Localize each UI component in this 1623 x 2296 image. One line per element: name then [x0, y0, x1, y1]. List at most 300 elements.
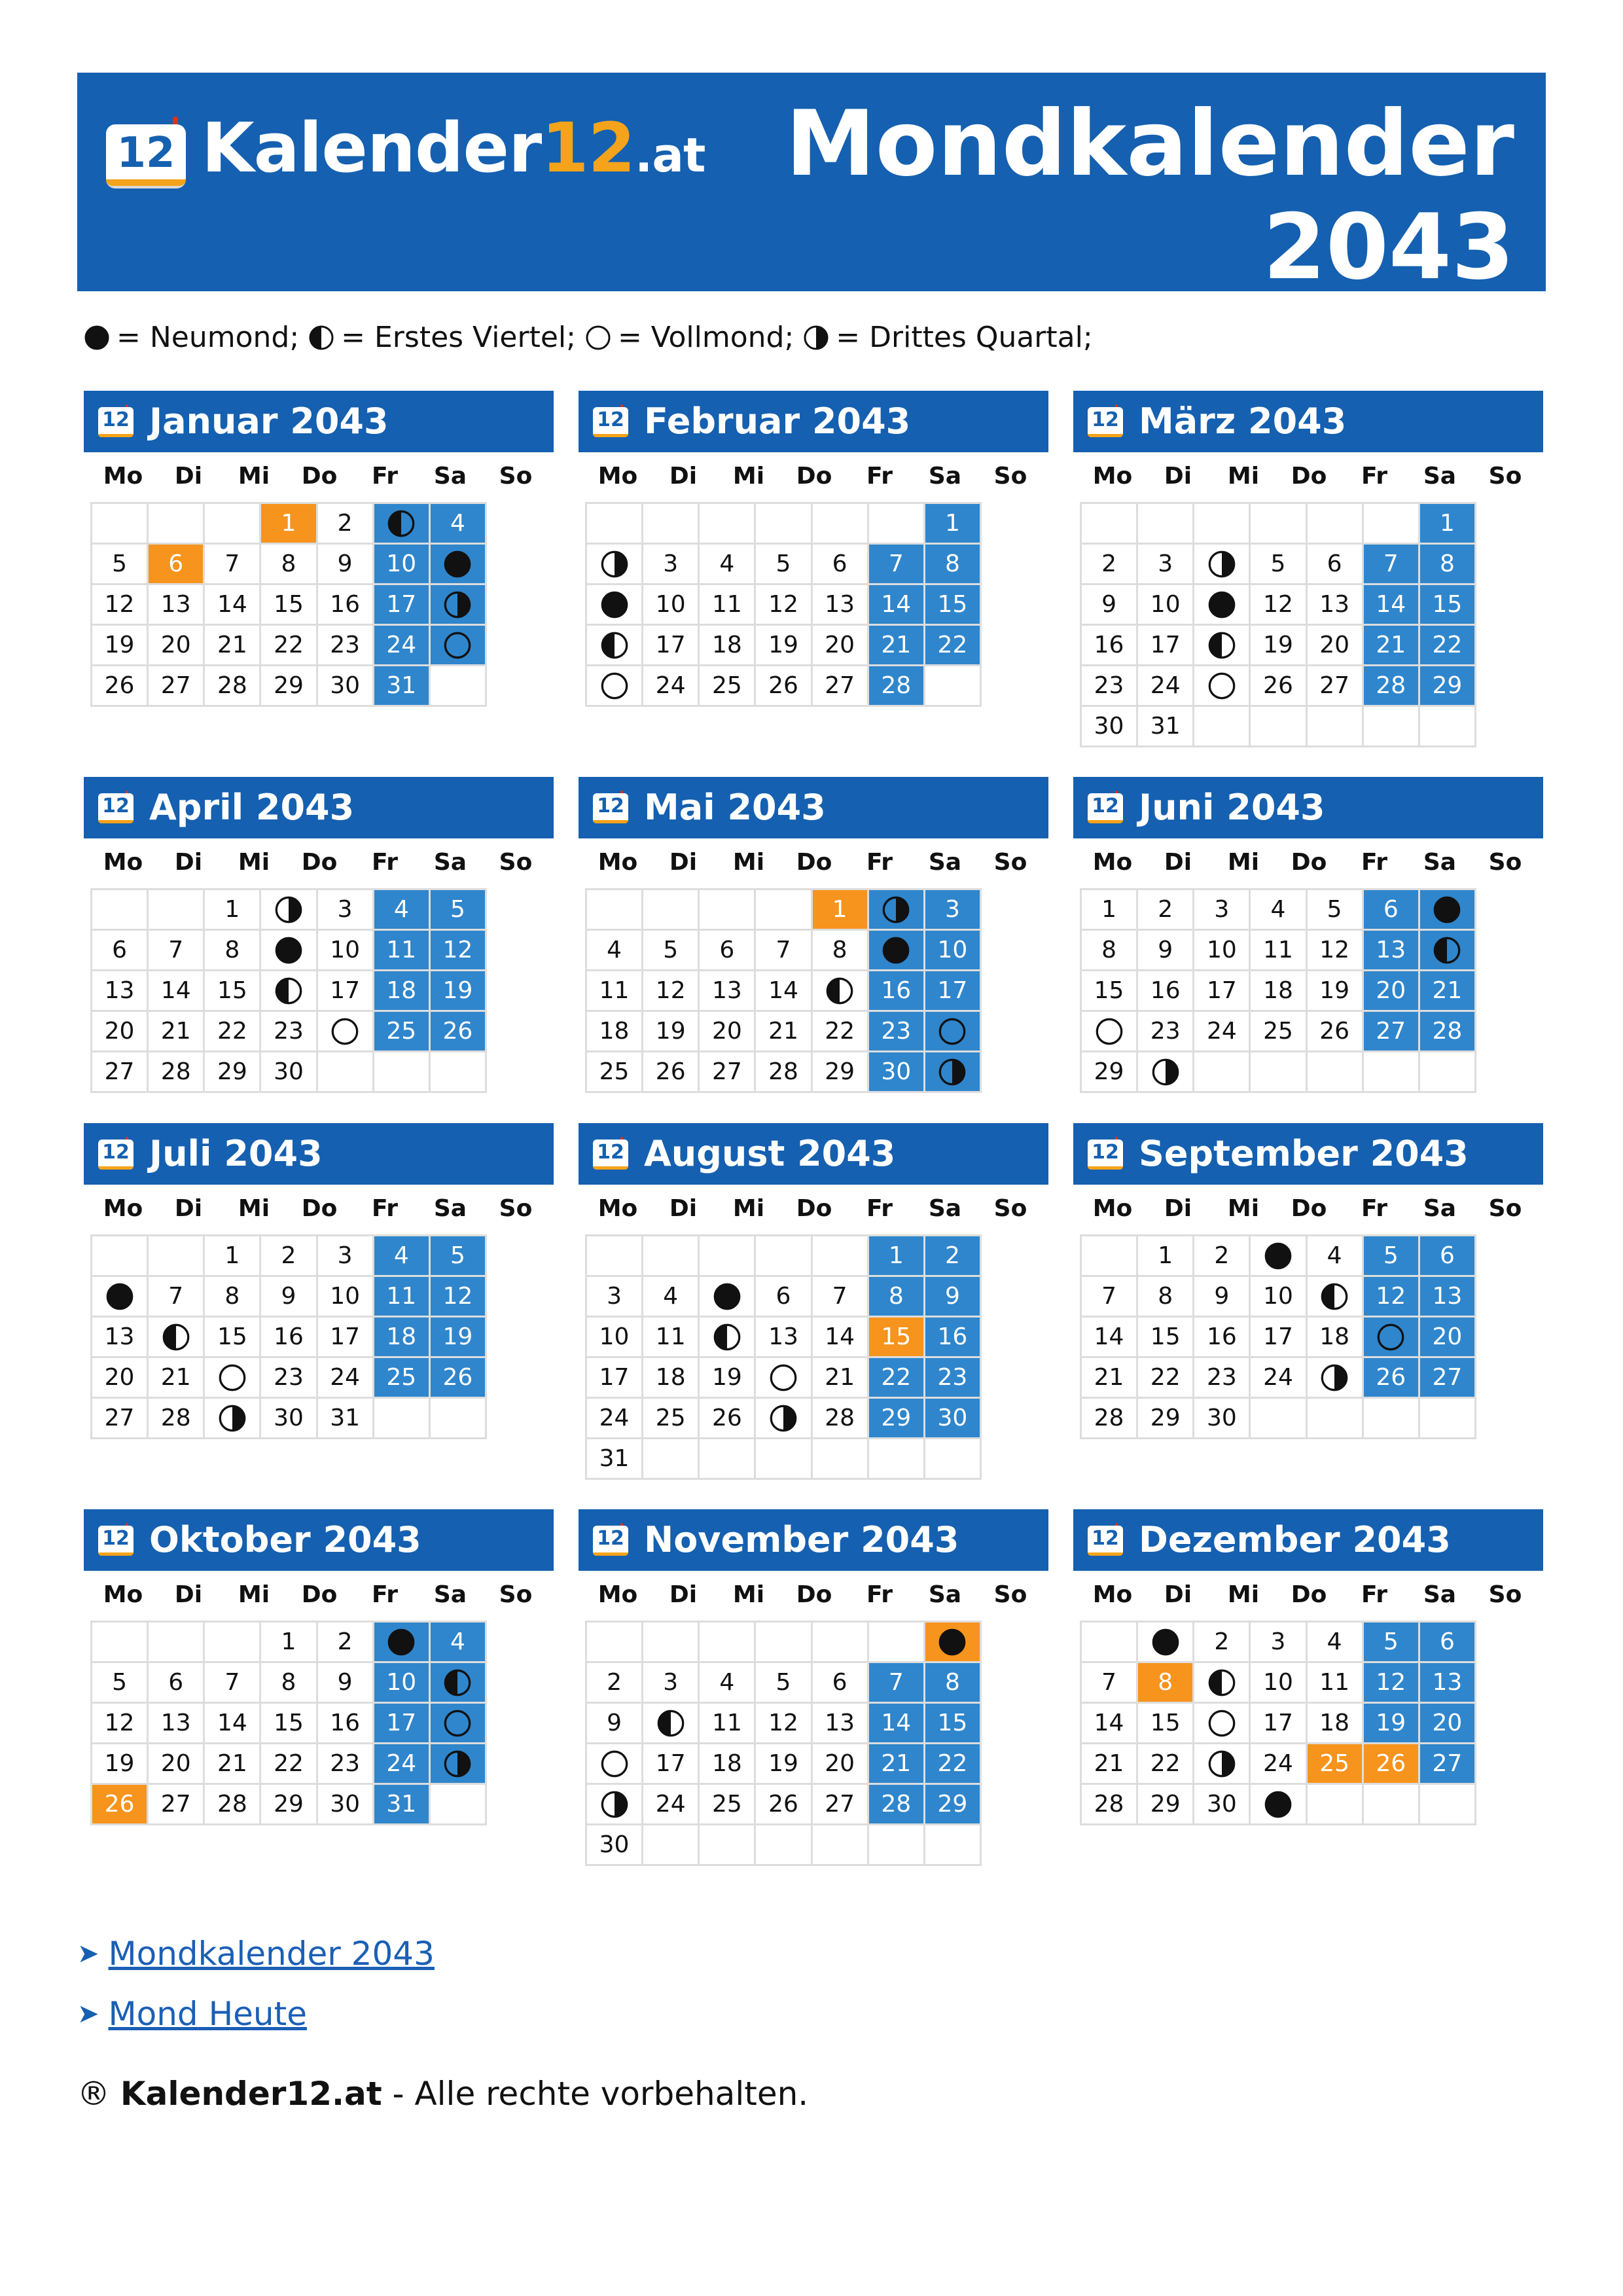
day-cell: 29	[205, 1052, 261, 1093]
link-mond-heute[interactable]: Mond Heute	[108, 1995, 307, 2033]
day-cell: 12	[756, 585, 812, 626]
day-cell: 7	[756, 931, 812, 971]
empty-cell	[149, 1236, 205, 1277]
week-row	[1082, 1052, 1476, 1093]
weekday-label: Sa	[433, 848, 467, 876]
day-cell: 17	[1251, 1704, 1307, 1744]
day-cell: 2	[1194, 1623, 1251, 1663]
day-cell: 17	[643, 626, 700, 666]
weekday-label: Sa	[928, 462, 962, 490]
day-cell: 4	[1308, 1236, 1364, 1277]
empty-cell	[92, 890, 149, 931]
day-cell: 18	[643, 1358, 700, 1399]
empty-cell	[1308, 504, 1364, 545]
weekday-label: Mi	[732, 1581, 765, 1608]
day-cell: 17	[318, 1318, 374, 1358]
day-cell: 14	[205, 585, 261, 626]
empty-cell	[869, 1825, 925, 1866]
day-cell: 30	[869, 1052, 925, 1093]
day-cell: 21	[1082, 1358, 1138, 1399]
day-cell: 17	[1138, 626, 1194, 666]
weekday-label: Fr	[1361, 848, 1388, 876]
week-row	[1082, 1744, 1476, 1785]
logo-text: Kalender12.at	[202, 108, 705, 188]
day-cell: 2	[318, 504, 374, 545]
day-cell: 10	[318, 931, 374, 971]
day-cell: 25	[374, 1012, 431, 1052]
empty-cell	[92, 504, 149, 545]
day-grid	[585, 1234, 982, 1480]
legend-label: = Vollmond;	[617, 321, 794, 354]
empty-cell	[643, 1236, 700, 1277]
last-quarter-moon-icon	[431, 1744, 487, 1785]
weekday-label: Fr	[371, 462, 399, 490]
first-quarter-moon-icon	[1194, 626, 1251, 666]
day-cell: 9	[1194, 1277, 1251, 1318]
day-cell: 29	[869, 1399, 925, 1439]
day-cell: 21	[1364, 626, 1420, 666]
day-cell: 10	[1138, 585, 1194, 626]
day-cell: 24	[587, 1399, 643, 1439]
day-cell: 13	[813, 585, 869, 626]
month-header	[579, 1509, 1048, 1571]
day-cell: 21	[149, 1358, 205, 1399]
footer-text: - Alle rechte vorbehalten.	[382, 2075, 809, 2113]
month-header	[579, 777, 1048, 838]
day-cell: 4	[643, 1277, 700, 1318]
empty-cell	[1420, 1399, 1476, 1439]
first-quarter-moon-icon	[374, 504, 431, 545]
empty-cell	[700, 504, 756, 545]
day-cell: 29	[1138, 1399, 1194, 1439]
last-quarter-moon-icon	[869, 890, 925, 931]
weekday-label: Fr	[1361, 1581, 1388, 1608]
day-cell: 18	[700, 626, 756, 666]
first-quarter-moon-icon	[1420, 931, 1476, 971]
day-cell: 31	[374, 1785, 431, 1825]
day-cell: 22	[261, 1744, 317, 1785]
first-quarter-moon-icon	[1194, 1663, 1251, 1704]
weekday-label: Mi	[1227, 1194, 1260, 1222]
weekday-label: Do	[1291, 1581, 1327, 1608]
empty-cell	[700, 1825, 756, 1866]
empty-cell	[1138, 504, 1194, 545]
weekday-label: Fr	[866, 1581, 893, 1608]
empty-cell	[149, 504, 205, 545]
day-cell: 24	[1251, 1358, 1307, 1399]
day-cell: 3	[1251, 1623, 1307, 1663]
day-grid	[585, 888, 982, 1093]
empty-cell	[813, 504, 869, 545]
weekday-label: Do	[301, 848, 338, 876]
day-cell: 15	[1082, 971, 1138, 1012]
day-grid	[90, 502, 487, 707]
week-row	[587, 504, 982, 545]
day-cell: 31	[318, 1399, 374, 1439]
day-cell: 2	[318, 1623, 374, 1663]
day-cell: 17	[1251, 1318, 1307, 1358]
day-cell: 15	[205, 971, 261, 1012]
weekday-label: Sa	[928, 1581, 962, 1608]
calendar-icon: 12	[1088, 1137, 1123, 1171]
new-moon-icon	[1420, 890, 1476, 931]
week-row	[587, 1052, 982, 1093]
empty-cell	[149, 890, 205, 931]
empty-cell	[1308, 1052, 1364, 1093]
day-cell: 12	[92, 585, 149, 626]
full-moon-icon	[925, 1012, 982, 1052]
day-cell: 19	[756, 626, 812, 666]
day-cell: 10	[587, 1318, 643, 1358]
full-moon-icon	[431, 626, 487, 666]
empty-cell	[1251, 1399, 1307, 1439]
month-calendar	[579, 777, 1048, 1093]
week-row	[1082, 890, 1476, 931]
empty-cell	[1194, 504, 1251, 545]
last-quarter-moon-icon	[261, 890, 317, 931]
link-mondkalender[interactable]: Mondkalender 2043	[108, 1935, 435, 1973]
day-cell: 5	[431, 1236, 487, 1277]
legend-label: = Erstes Viertel;	[341, 321, 576, 354]
day-cell: 22	[869, 1358, 925, 1399]
day-cell: 27	[149, 666, 205, 707]
empty-cell	[1308, 707, 1364, 747]
day-cell: 2	[1082, 545, 1138, 585]
day-cell: 19	[643, 1012, 700, 1052]
day-cell: 23	[318, 626, 374, 666]
empty-cell	[431, 1399, 487, 1439]
day-cell: 23	[1082, 666, 1138, 707]
weekday-label: Mi	[238, 1194, 270, 1222]
empty-cell	[205, 504, 261, 545]
day-cell: 29	[261, 666, 317, 707]
day-cell: 15	[869, 1318, 925, 1358]
day-cell: 8	[205, 931, 261, 971]
weekday-label: Di	[1164, 848, 1192, 876]
day-cell: 25	[643, 1399, 700, 1439]
day-cell: 21	[149, 1012, 205, 1052]
day-cell: 10	[643, 585, 700, 626]
last-quarter-moon-icon	[803, 325, 829, 351]
week-row	[92, 504, 487, 545]
day-cell: 9	[925, 1277, 982, 1318]
weekday-label: Fr	[866, 848, 893, 876]
week-row	[1082, 545, 1476, 585]
site-logo[interactable]	[106, 109, 705, 194]
day-cell: 23	[1138, 1012, 1194, 1052]
empty-cell	[431, 666, 487, 707]
day-cell: 20	[700, 1012, 756, 1052]
empty-cell	[431, 1785, 487, 1825]
last-quarter-moon-icon	[756, 1399, 812, 1439]
weekday-label: So	[499, 1581, 533, 1608]
weekday-label: Fr	[1361, 1194, 1388, 1222]
weekday-label: Fr	[1361, 462, 1388, 490]
day-cell: 4	[1308, 1623, 1364, 1663]
weekday-label: So	[1488, 1581, 1522, 1608]
day-cell: 6	[813, 1663, 869, 1704]
day-cell: 23	[318, 1744, 374, 1785]
empty-cell	[643, 1623, 700, 1663]
day-cell: 20	[149, 626, 205, 666]
day-cell: 15	[261, 1704, 317, 1744]
full-moon-icon	[205, 1358, 261, 1399]
day-cell: 24	[1138, 666, 1194, 707]
day-cell: 4	[700, 1663, 756, 1704]
month-calendar	[579, 391, 1048, 707]
day-cell: 12	[756, 1704, 812, 1744]
day-cell: 30	[318, 666, 374, 707]
day-cell: 18	[1251, 971, 1307, 1012]
month-header	[1073, 1509, 1543, 1571]
week-row	[92, 931, 487, 971]
day-cell: 29	[1420, 666, 1476, 707]
new-moon-icon	[869, 931, 925, 971]
day-cell: 26	[643, 1052, 700, 1093]
day-cell: 18	[700, 1744, 756, 1785]
day-cell: 7	[813, 1277, 869, 1318]
week-row	[92, 1052, 487, 1093]
empty-cell	[1364, 1399, 1420, 1439]
link-item	[77, 1931, 435, 1977]
day-cell: 29	[1082, 1052, 1138, 1093]
month-header	[84, 391, 554, 452]
day-cell: 14	[869, 1704, 925, 1744]
week-row	[587, 931, 982, 971]
day-cell: 13	[700, 971, 756, 1012]
new-moon-icon	[261, 931, 317, 971]
empty-cell	[813, 1825, 869, 1866]
day-cell: 8	[1138, 1277, 1194, 1318]
week-row	[587, 1236, 982, 1277]
weekday-label: Do	[301, 462, 338, 490]
weekday-label: Mo	[597, 848, 638, 876]
empty-cell	[869, 1623, 925, 1663]
empty-cell	[1194, 707, 1251, 747]
calendar-logo-icon: 12	[106, 117, 188, 187]
week-row	[1082, 626, 1476, 666]
weekday-label: Mi	[732, 1194, 765, 1222]
day-cell: 27	[700, 1052, 756, 1093]
week-row	[587, 1012, 982, 1052]
empty-cell	[700, 1439, 756, 1480]
month-header	[579, 391, 1048, 452]
weekday-label: Di	[669, 462, 698, 490]
week-row	[92, 626, 487, 666]
day-cell: 22	[1138, 1744, 1194, 1785]
day-cell: 5	[756, 1663, 812, 1704]
first-quarter-moon-icon	[308, 325, 334, 351]
new-moon-icon	[431, 545, 487, 585]
day-cell: 21	[869, 1744, 925, 1785]
day-cell: 28	[1420, 1012, 1476, 1052]
month-calendar	[1073, 1509, 1543, 1825]
day-cell: 7	[869, 545, 925, 585]
last-quarter-moon-icon	[431, 585, 487, 626]
last-quarter-moon-icon	[1308, 1358, 1364, 1399]
empty-cell	[149, 1623, 205, 1663]
weekday-label: Mo	[1092, 462, 1133, 490]
day-cell: 19	[92, 626, 149, 666]
day-cell: 23	[869, 1012, 925, 1052]
day-cell: 25	[700, 666, 756, 707]
week-row	[92, 971, 487, 1012]
full-moon-icon	[431, 1704, 487, 1744]
day-cell: 7	[149, 931, 205, 971]
month-title: Juni 2043	[1139, 787, 1325, 828]
registered-symbol: ®	[77, 2075, 110, 2113]
day-cell: 6	[92, 931, 149, 971]
week-row	[92, 890, 487, 931]
day-cell: 6	[756, 1277, 812, 1318]
week-row	[587, 1704, 982, 1744]
day-cell: 27	[1420, 1358, 1476, 1399]
day-cell: 19	[700, 1358, 756, 1399]
empty-cell	[1364, 1052, 1420, 1093]
empty-cell	[813, 1236, 869, 1277]
week-row	[587, 1623, 982, 1663]
calendar-icon: 12	[98, 404, 134, 439]
full-moon-icon	[585, 325, 611, 351]
empty-cell	[1420, 1785, 1476, 1825]
week-row	[92, 666, 487, 707]
day-cell: 22	[925, 1744, 982, 1785]
day-cell: 28	[205, 1785, 261, 1825]
day-cell: 7	[205, 1663, 261, 1704]
last-quarter-moon-icon	[205, 1399, 261, 1439]
weekday-label: Do	[301, 1581, 338, 1608]
day-cell: 19	[431, 1318, 487, 1358]
day-cell: 28	[1082, 1399, 1138, 1439]
month-title: Juli 2043	[149, 1133, 323, 1174]
day-cell: 29	[261, 1785, 317, 1825]
day-cell: 2	[1194, 1236, 1251, 1277]
day-grid	[90, 888, 487, 1093]
week-row	[92, 1236, 487, 1277]
weekday-label: Sa	[928, 848, 962, 876]
day-cell: 16	[318, 585, 374, 626]
empty-cell	[1364, 504, 1420, 545]
day-cell: 28	[205, 666, 261, 707]
weekday-label: Sa	[1423, 1581, 1457, 1608]
day-cell: 24	[643, 666, 700, 707]
page-title	[785, 92, 1514, 299]
day-cell: 3	[318, 890, 374, 931]
day-cell: 12	[1308, 931, 1364, 971]
weekday-label: Do	[1291, 462, 1327, 490]
day-cell: 28	[149, 1399, 205, 1439]
weekday-label: So	[1488, 1194, 1522, 1222]
calendar-icon: 12	[593, 1137, 628, 1171]
day-cell: 27	[92, 1052, 149, 1093]
empty-cell	[587, 1236, 643, 1277]
day-cell: 19	[92, 1744, 149, 1785]
weekday-label: Fr	[866, 462, 893, 490]
weekday-label: Di	[669, 1581, 698, 1608]
day-cell: 24	[1251, 1744, 1307, 1785]
day-cell: 30	[587, 1825, 643, 1866]
weekday-label: Mi	[732, 848, 765, 876]
day-cell: 21	[813, 1358, 869, 1399]
day-cell: 1	[925, 504, 982, 545]
calendar-icon: 12	[593, 404, 628, 439]
week-row	[587, 1785, 982, 1825]
week-row	[1082, 707, 1476, 747]
weekday-label: Sa	[1423, 462, 1457, 490]
empty-cell	[587, 504, 643, 545]
new-moon-icon	[1194, 585, 1251, 626]
weekday-label: Mi	[732, 462, 765, 490]
week-row	[587, 1318, 982, 1358]
weekday-label: Mi	[238, 462, 270, 490]
empty-cell	[1082, 1236, 1138, 1277]
day-cell: 17	[925, 971, 982, 1012]
weekday-label: Mo	[1092, 848, 1133, 876]
day-cell: 5	[431, 890, 487, 931]
new-moon-icon	[587, 585, 643, 626]
weekday-label: Mo	[597, 462, 638, 490]
empty-cell	[643, 1439, 700, 1480]
month-header	[579, 1123, 1048, 1185]
empty-cell	[756, 1825, 812, 1866]
day-cell: 16	[1194, 1318, 1251, 1358]
legend-label: = Drittes Quartal;	[836, 321, 1093, 354]
day-cell: 26	[1364, 1358, 1420, 1399]
month-calendar	[84, 777, 554, 1093]
day-cell: 9	[261, 1277, 317, 1318]
day-cell: 29	[813, 1052, 869, 1093]
weekday-label: Di	[174, 462, 203, 490]
weekday-label: Di	[1164, 462, 1192, 490]
day-cell: 12	[431, 1277, 487, 1318]
week-row	[587, 626, 982, 666]
month-header	[1073, 391, 1543, 452]
new-moon-icon	[84, 325, 110, 351]
month-calendar	[1073, 1123, 1543, 1439]
week-row	[92, 545, 487, 585]
day-cell: 28	[1082, 1785, 1138, 1825]
empty-cell	[1251, 1052, 1307, 1093]
day-cell: 18	[587, 1012, 643, 1052]
day-cell: 27	[92, 1399, 149, 1439]
day-cell: 13	[1364, 931, 1420, 971]
weekday-header	[585, 1571, 1048, 1618]
weekday-label: Fr	[371, 848, 399, 876]
week-row	[1082, 1012, 1476, 1052]
day-cell: 2	[1138, 890, 1194, 931]
day-cell: 25	[1308, 1744, 1364, 1785]
day-cell: 16	[1138, 971, 1194, 1012]
last-quarter-moon-icon	[587, 545, 643, 585]
day-cell: 21	[205, 626, 261, 666]
day-cell: 31	[587, 1439, 643, 1480]
day-cell: 11	[700, 585, 756, 626]
weekday-label: Di	[174, 1194, 203, 1222]
weekday-label: Sa	[1423, 848, 1457, 876]
new-moon-icon	[92, 1277, 149, 1318]
month-header	[84, 777, 554, 838]
day-cell: 31	[1138, 707, 1194, 747]
week-row	[587, 585, 982, 626]
month-calendar	[1073, 777, 1543, 1093]
moon-phase-legend	[84, 321, 1102, 354]
weekday-header	[1080, 838, 1543, 886]
month-title: Januar 2043	[149, 401, 389, 442]
month-title: November 2043	[644, 1519, 959, 1560]
day-cell: 5	[92, 545, 149, 585]
week-row	[587, 1277, 982, 1318]
empty-cell	[643, 504, 700, 545]
